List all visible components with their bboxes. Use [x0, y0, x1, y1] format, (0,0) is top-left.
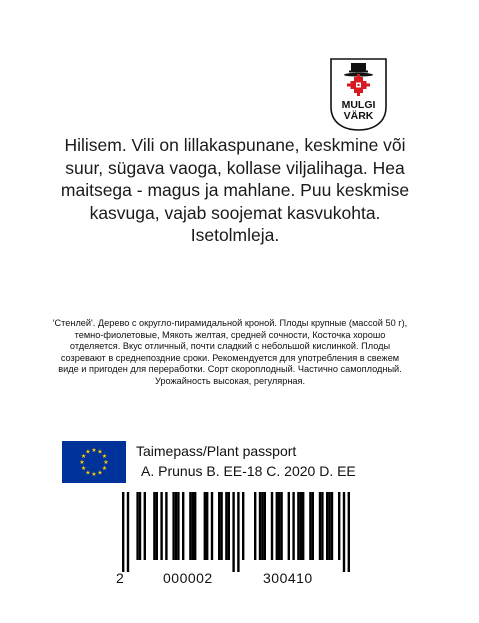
- barcode-bar: [139, 492, 141, 560]
- mulgi-vark-logo: [327, 55, 390, 133]
- eu-flag-icon: [62, 441, 126, 483]
- barcode-bar: [309, 492, 311, 560]
- barcode-bar: [211, 492, 213, 560]
- eu-star-icon: ★: [85, 448, 91, 456]
- eu-star-icon: ★: [103, 459, 109, 466]
- barcode-bar: [276, 492, 278, 560]
- barcode-bar: [326, 492, 328, 560]
- barcode-bar: [189, 492, 191, 560]
- eu-star-icon: ★: [97, 469, 103, 477]
- barcode-bar: [192, 492, 194, 560]
- barcode-bar: [206, 492, 208, 560]
- logo-line1: MULGI: [341, 99, 376, 111]
- barcode-bar: [144, 492, 146, 560]
- barcode-bar: [237, 492, 239, 572]
- barcode-bar: [280, 492, 282, 560]
- barcode-bar: [300, 492, 302, 560]
- eu-star-icon: ★: [101, 453, 108, 460]
- barcode-bar: [232, 492, 234, 572]
- barcode-bar: [136, 492, 138, 560]
- eu-star-icon: ★: [101, 465, 108, 472]
- barcode-bar: [297, 492, 299, 560]
- eu-star-icon: ★: [85, 469, 91, 477]
- eu-star-icon: ★: [97, 448, 103, 456]
- barcode-bar: [225, 492, 227, 560]
- barcode-bar: [177, 492, 179, 560]
- barcode-bar: [194, 492, 196, 560]
- barcode-left-group: 000002: [163, 570, 213, 586]
- barcode-bar: [331, 492, 333, 560]
- barcode-bar: [261, 492, 263, 560]
- barcode-bar: [302, 492, 304, 560]
- description-estonian: Hilisem. Vili on lillakaspunane, keskmine või suur, sügava vaoga, kollase viljalihaga. Hea maitsega - magus ja mahlane. Puu keskmise kasvuga, vajab soojemat kasvukohta. Isetolmleja.: [60, 135, 410, 245]
- barcode-bar: [328, 492, 330, 560]
- barcode-bar: [348, 492, 350, 572]
- plant-passport-codes: A. Prunus B. EE-18 C. 2020 D. EE: [141, 463, 356, 479]
- eu-star-icon: ★: [91, 447, 97, 454]
- eu-star-icon: ★: [80, 453, 87, 460]
- barcode-bar: [264, 492, 266, 560]
- barcode-bar: [122, 492, 124, 572]
- barcode-bar: [204, 492, 206, 560]
- description-russian: 'Стенлей'. Дерево с округло-пирамидальной кроной. Плоды крупные (массой 50 г), темно-фиолетовые, Мякоть желтая, средней сочности, Косточка хорошо отделяется. Вкус отличный, почти сладкий с небольшой кислинкой. Плоды созревают в среднепоздние сроки. Рекомендуется для употребления в свежем виде и пригоден для переработки. Сорт скороплодный. Частично самоплодный. Урожайность высокая, регулярная.: [52, 318, 408, 386]
- barcode-bar: [278, 492, 280, 560]
- barcode-bar: [127, 492, 129, 572]
- barcode-bar: [220, 492, 222, 560]
- barcode-bar: [319, 492, 321, 560]
- barcode-bar: [288, 492, 290, 560]
- barcode-right-group: 300410: [263, 570, 313, 586]
- barcode-bar: [175, 492, 177, 560]
- barcode-bar: [182, 492, 184, 560]
- barcode-lead-digit: 2: [116, 570, 125, 586]
- barcode-bar: [321, 492, 323, 560]
- barcode-bar: [156, 492, 158, 560]
- barcode-bar: [218, 492, 220, 560]
- barcode-bar: [153, 492, 155, 560]
- barcode-bar: [259, 492, 261, 560]
- eu-star-icon: ★: [80, 465, 87, 472]
- barcode-bar: [312, 492, 314, 560]
- barcode: [106, 492, 366, 572]
- eu-star-icon: ★: [79, 459, 85, 466]
- barcode-bar: [242, 492, 244, 560]
- barcode-bar: [271, 492, 273, 560]
- barcode-bar: [292, 492, 294, 560]
- plant-passport-title: Taimepass/Plant passport: [136, 443, 297, 459]
- logo-line2: VÄRK: [343, 110, 374, 122]
- barcode-bar: [165, 492, 167, 560]
- eu-star-icon: ★: [91, 471, 97, 478]
- barcode-bar: [228, 492, 230, 560]
- barcode-bar: [172, 492, 174, 560]
- barcode-bar: [254, 492, 256, 560]
- barcode-bar: [160, 492, 162, 560]
- barcode-bar: [338, 492, 340, 560]
- barcode-bar: [343, 492, 345, 572]
